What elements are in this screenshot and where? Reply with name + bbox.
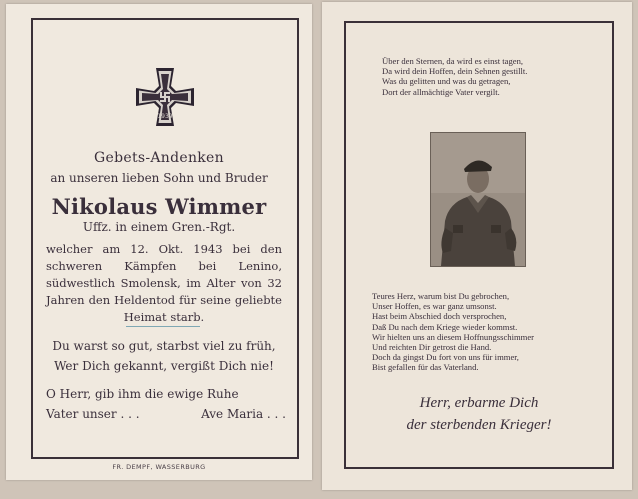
death-notice-text: welcher am 12. Okt. 1943 bei den schweren Kämpfen bei Lenino, südwestlich Smolensk, im Alter von 32 Jahren den Heldentod für seine geliebte Heimat starb. [46, 242, 282, 324]
prayer-block [46, 384, 286, 424]
closing-line-1: Herr, erbarme Dich [419, 395, 539, 411]
poem-top [382, 56, 622, 97]
cross-year: 1939 [157, 113, 173, 120]
poem-bottom-line: Daß Du nach dem Kriege wieder kommst. [372, 321, 518, 332]
prayer-line-1: O Herr, gib ihm die ewige Ruhe [46, 387, 239, 401]
card-title: Gebets-Andenken [94, 150, 224, 166]
divider-rule [126, 326, 200, 327]
verse-line-2: Wer Dich gekannt, vergißt Dich nie! [54, 359, 274, 373]
poem-bottom-line: Teures Herz, warum bist Du gebrochen, [372, 291, 510, 301]
military-rank: Uffz. in einem Gren.-Rgt. [82, 220, 236, 234]
closing-line-2: der sterbenden Krieger! [406, 417, 552, 433]
poem-bottom-line: Wir hielten uns an diesem Hoffnungsschimmer [372, 331, 535, 342]
poem-top-line: Da wird dein Hoffen, dein Sehnen gestillt. [382, 66, 528, 77]
prayer-our-father: Vater unser . . . [46, 407, 140, 421]
card-subtitle: an unseren lieben Sohn und Bruder [50, 171, 268, 185]
poem-bottom [372, 291, 622, 373]
poem-top-line: Dort der allmächtige Vater vergilt. [382, 86, 500, 97]
memorial-verse [46, 336, 282, 376]
soldier-portrait-photo [430, 132, 526, 267]
prayer-card-back [322, 2, 632, 490]
iron-cross-icon [134, 66, 196, 128]
prayer-hail-mary: Ave Maria . . . [201, 407, 286, 421]
poem-bottom-line: Doch da gingst Du fort von uns für immer, [372, 352, 519, 363]
poem-top-line: Über den Sternen, da wird es einst tagen, [382, 56, 524, 66]
verse-line-1: Du warst so gut, starbst viel zu früh, [52, 339, 276, 353]
poem-bottom-line: Bist gefallen für das Vaterland. [372, 362, 479, 373]
poem-bottom-line: Hast beim Abschied doch versprochen, [372, 311, 507, 322]
closing-prayer [344, 392, 614, 436]
poem-bottom-line: Und reichten Dir getrost die Hand. [372, 342, 492, 353]
deceased-name: Nikolaus Wimmer [51, 194, 267, 219]
poem-bottom-line: Unser Hoffen, es war ganz umsonst. [372, 301, 497, 312]
printer-imprint: FR. DEMPF, WASSERBURG [112, 463, 206, 471]
poem-top-line: Was du gelitten und was du getragen, [382, 76, 511, 87]
prayer-card-front [6, 4, 312, 480]
